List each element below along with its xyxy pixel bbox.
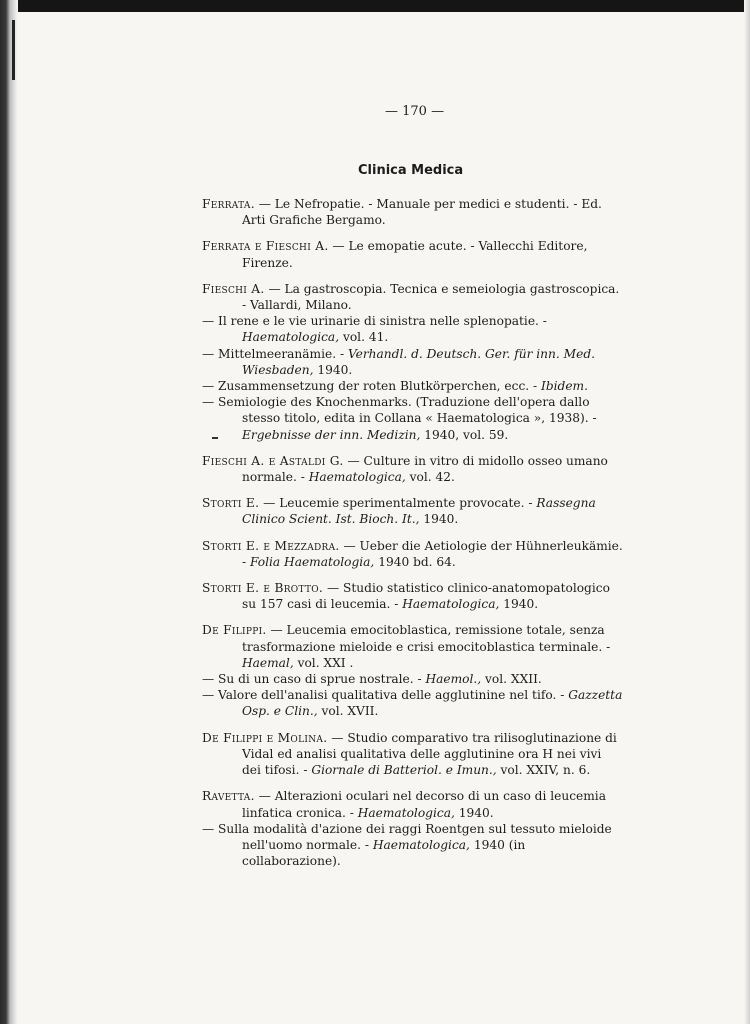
reference-entry [202, 538, 624, 570]
reference-text: — Le Nefropatie. - Manuale per medici e studenti. - Ed. Arti Grafiche Bergamo. [242, 197, 602, 228]
reference-line [202, 394, 624, 443]
author: Fieschi A. [202, 281, 265, 296]
reference-line [202, 346, 624, 378]
author: Storti E. [202, 496, 260, 511]
reference-text: — Valore dell'analisi qualitativa delle agglutinine nel tifo. - [202, 688, 565, 703]
reference-detail: 1940 bd. 64. [378, 554, 456, 569]
reference-detail: 1940. [503, 597, 539, 612]
reference-text: — La gastroscopia. Tecnica e semeiologia gastroscopica. - Vallardi, Milano. [242, 281, 620, 313]
reference-entry [202, 196, 624, 228]
journal-title: Haemal, [242, 655, 294, 670]
reference-text: — Le emopatie acute. - Vallecchi Editore, Firenze. [242, 239, 588, 270]
journal-title: Ergebnisse der inn. Medizin, [242, 427, 421, 442]
reference-line [202, 788, 624, 820]
journal-title: Rassegna Clinico Scient. Ist. Bioch. It., [242, 496, 596, 527]
journal-title: Giornale di Batteriol. e Imun., [311, 763, 497, 778]
reference-line [202, 687, 624, 719]
reference-entry [202, 580, 624, 612]
journal-title: Haemol., [425, 672, 482, 687]
reference-line [202, 378, 624, 394]
reference-detail: vol. XXII. [485, 672, 542, 687]
reference-text: — Alterazioni oculari nel decorso di un caso di leucemia linfatica cronica. - [242, 789, 606, 820]
scan-top-border [0, 0, 750, 12]
reference-text: — Culture in vitro di midollo osseo umano normale. - [242, 453, 608, 485]
reference-detail: vol. XVII. [321, 704, 379, 719]
reference-line [202, 453, 624, 485]
reference-text: — Mittelmeeranämie. - [202, 346, 345, 361]
reference-entry [202, 622, 624, 719]
journal-title: Gazzetta Osp. e Clin., [242, 688, 623, 719]
reference-detail: 1940, vol. 59. [424, 427, 509, 442]
author: De Filippi. [202, 623, 267, 638]
reference-text: — Ueber die Aetiologie der Hühnerleukämie. - [242, 538, 623, 569]
section-title: Clinica Medica [358, 163, 464, 178]
reference-line [202, 730, 624, 779]
journal-title: Haematologica, [357, 805, 455, 820]
journal-title: Haematologica, [402, 597, 500, 612]
reference-detail: vol. XXI . [297, 655, 354, 670]
reference-detail: 1940. [423, 512, 459, 527]
reference-text: — Semiologie des Knochenmarks. (Traduzione dell'opera dallo stesso titolo, edita in Collana « Haematologica », 1938). - [202, 395, 597, 426]
reference-line [202, 313, 624, 345]
author: Fieschi A. e Astaldi G. [202, 453, 344, 468]
reference-entry [202, 453, 624, 485]
journal-title: Haematologica, [242, 330, 340, 345]
reference-line [202, 622, 624, 671]
page-number: — 170 — [385, 104, 445, 119]
reference-line [202, 671, 624, 687]
reference-text: — Zusammensetzung der roten Blutkörperchen, ecc. - [202, 379, 538, 394]
reference-line [202, 580, 624, 612]
reference-entry [202, 730, 624, 779]
journal-title: Ibidem. [541, 379, 588, 394]
reference-detail: vol. 41. [342, 330, 389, 345]
reference-line [202, 538, 624, 570]
journal-title: Haematologica, [372, 837, 470, 852]
reference-text: — Studio comparativo tra rilisoglutinazione di Vidal ed analisi qualitativa delle agglutinine ora H nei vivi dei tifosi. - [242, 730, 617, 778]
reference-text: — Il rene e le vie urinarie di sinistra nelle splenopatie. - [202, 314, 547, 329]
author: Ferrata e Fieschi A. [202, 239, 329, 254]
journal-title: Haematologica, [308, 470, 406, 485]
reference-detail: vol. XXIV, n. 6. [500, 763, 591, 778]
reference-line [202, 821, 624, 870]
reference-line [202, 196, 624, 228]
reference-line [202, 495, 624, 527]
reference-detail: 1940. [317, 362, 353, 377]
reference-text: — Leucemie sperimentalmente provocate. - [263, 496, 533, 511]
reference-text: — Leucemia emocitoblastica, remissione totale, senza trasformazione mieloide e crisi emocitoblastica terminale. - [242, 623, 611, 654]
reference-line [202, 238, 624, 270]
reference-text: — Studio statistico clinico-anatomopatologico su 157 casi di leucemia. - [242, 581, 610, 612]
scan-right-edge [744, 0, 750, 1024]
journal-title: Verhandl. d. Deutsch. Ger. für inn. Med. Wiesbaden, [242, 346, 595, 377]
author: Storti E. e Brotto. [202, 581, 324, 596]
journal-title: Folia Haematologia, [250, 554, 375, 569]
reference-list [202, 196, 624, 879]
reference-text: — Sulla modalità d'azione dei raggi Roentgen sul tessuto mieloide nell'uomo normale. - [202, 821, 612, 852]
author: Ravetta. [202, 789, 255, 804]
reference-entry [202, 281, 624, 443]
reference-line [202, 281, 624, 313]
reference-entry [202, 495, 624, 527]
reference-detail: 1940 (in collaborazione). [242, 837, 526, 869]
author: De Filippi e Molina. [202, 730, 328, 745]
scan-left-binding-shadow [0, 0, 18, 1024]
reference-entry [202, 788, 624, 869]
author: Storti E. e Mezzadra. [202, 538, 340, 553]
reference-entry [202, 238, 624, 270]
reference-text: — Su di un caso di sprue nostrale. - [202, 672, 422, 687]
scan-left-mark [12, 20, 15, 80]
author: Ferrata. [202, 197, 255, 211]
reference-detail: vol. 42. [409, 470, 455, 485]
reference-detail: 1940. [458, 805, 494, 820]
